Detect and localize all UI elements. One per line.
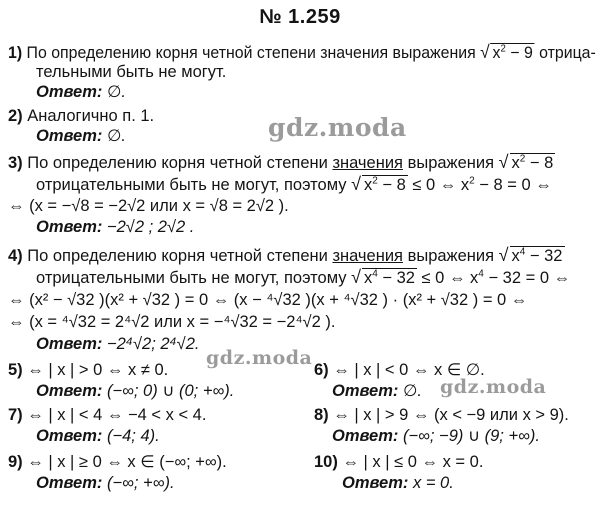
p10-line: 10) ⇔ | x | ≤ 0 ⇔ x = 0.: [314, 453, 484, 471]
p8-answer: [332, 426, 540, 446]
p9-answer: [36, 473, 175, 493]
p3-radicand: $x^2 - 8$: [511, 153, 554, 172]
answer-label: Ответ:: [36, 474, 103, 492]
answer-label: Ответ:: [332, 427, 399, 445]
p3-text-c: выражения: [407, 154, 495, 172]
answer-value: −2⁴√2; 2⁴√2.: [107, 335, 200, 353]
p4-line-3: ⇔ (x² − √32 )(x² + √32 ) = 0 ⇔ (x − ⁴√32 )(x + ⁴√32 ) · (x² + √32 ) = 0 ⇔: [8, 291, 528, 309]
p7-answer: [36, 426, 160, 446]
answer-label: Ответ:: [36, 335, 103, 353]
p7-number: 7): [8, 406, 23, 424]
p3-text-a: По определению корня четной степени: [27, 154, 328, 172]
answer-label: Ответ:: [342, 474, 409, 492]
p6-line: 6) ⇔ | x | < 0 ⇔ x ∈ ∅.: [314, 361, 485, 379]
p1-radicand: $x^2 - 9$: [492, 43, 533, 62]
p3-text-underlined: значения: [332, 154, 403, 172]
watermark: gdz.moda: [440, 376, 547, 398]
answer-label: Ответ:: [36, 218, 103, 236]
p4-radicand-2: $x^4 - 32$: [363, 268, 415, 287]
answer-value: −2√2 ; 2√2 .: [107, 218, 195, 236]
sqrt-sign-icon: √: [498, 245, 509, 265]
p1-text-after: отрица-: [539, 44, 596, 62]
answer-label: Ответ:: [36, 382, 103, 400]
problem-title: № 1.259: [259, 6, 341, 28]
answer-label: Ответ:: [36, 427, 103, 445]
p10-answer: [342, 473, 454, 493]
p7-line: 7) ⇔ | x | < 4 ⇔ −4 < x < 4.: [8, 406, 207, 424]
p9-number: 9): [8, 453, 23, 471]
watermark: gdz.moda: [206, 347, 313, 369]
answer-value: x = 0.: [413, 474, 454, 492]
p5-line: 5) ⇔ | x | > 0 ⇔ x ≠ 0.: [8, 361, 169, 379]
p1-answer: [36, 82, 126, 102]
watermark: gdz.moda: [268, 113, 407, 142]
p1-number: 1): [8, 44, 23, 62]
answer-value: ∅.: [107, 83, 126, 101]
p2-text: Аналогично п. 1.: [27, 107, 155, 125]
answer-value: ∅.: [107, 127, 126, 145]
answer-value: (−∞; +∞).: [107, 474, 175, 492]
answer-value: (−∞; −9) ∪ (9; +∞).: [403, 427, 540, 445]
p4-answer: [36, 334, 200, 354]
p3-radicand-2: $x^2 - 8$: [363, 175, 406, 194]
p3-answer: [36, 217, 194, 237]
p2-line-1: [8, 106, 154, 126]
sqrt-sign-icon: √: [480, 42, 490, 62]
p4-number: 4): [8, 247, 23, 265]
answer-value: ∅.: [403, 382, 422, 400]
p4-line-2: отрицательными быть не могут, поэтому √ $x^4 - 32 \le 0$ ⇔ $x^4 - 32 = 0$ ⇔: [36, 267, 571, 287]
p1-line-2: тельными быть не могут.: [36, 63, 227, 81]
p9-line: 9) ⇔ | x | ≥ 0 ⇔ x ∈ (−∞; +∞).: [8, 453, 227, 471]
p6-answer: [332, 381, 422, 401]
answer-label: Ответ:: [36, 83, 103, 101]
answer-label: Ответ:: [36, 127, 103, 145]
p3-number: 3): [8, 154, 23, 172]
sqrt-sign-icon: √: [351, 174, 361, 194]
p4-line-1: [8, 245, 565, 266]
p6-number: 6): [314, 361, 329, 379]
answer-label: Ответ:: [332, 382, 399, 400]
p1-text: По определению корня четной степени значения выражения: [26, 44, 476, 62]
p8-line: 8) ⇔ | x | > 9 ⇔ (x < −9 или x > 9).: [314, 406, 569, 424]
p8-number: 8): [314, 406, 329, 424]
p5-number: 5): [8, 361, 23, 379]
p4-radicand: $x^4 - 32$: [511, 246, 563, 265]
p4-text-c: выражения: [407, 247, 495, 265]
sqrt-sign-icon: √: [498, 152, 509, 172]
p4-text-a: По определению корня четной степени: [27, 247, 328, 265]
p3-line-3: ⇔ (x = −√8 = −2√2 или x = √8 = 2√2 ).: [8, 197, 289, 215]
p5-answer: [36, 381, 234, 401]
p3-line-2: отрицательными быть не могут, поэтому √ $x^2 - 8 \le 0$ ⇔ $x^2 - 8 = 0$ ⇔: [36, 174, 552, 194]
sqrt-sign-icon: √: [351, 267, 361, 287]
answer-value: (−4; 4).: [107, 427, 160, 445]
p4-text-underlined: значения: [332, 247, 403, 265]
answer-value: (−∞; 0) ∪ (0; +∞).: [107, 382, 235, 400]
p3-line-1: [8, 152, 555, 173]
p2-number: 2): [8, 107, 23, 125]
p4-line-4: ⇔ (x = ⁴√32 = 2⁴√2 или x = −⁴√32 = −2⁴√2 ).: [8, 313, 336, 331]
p10-number: 10): [314, 453, 338, 471]
p1-line-1: [8, 42, 596, 63]
p2-answer: [36, 126, 126, 146]
